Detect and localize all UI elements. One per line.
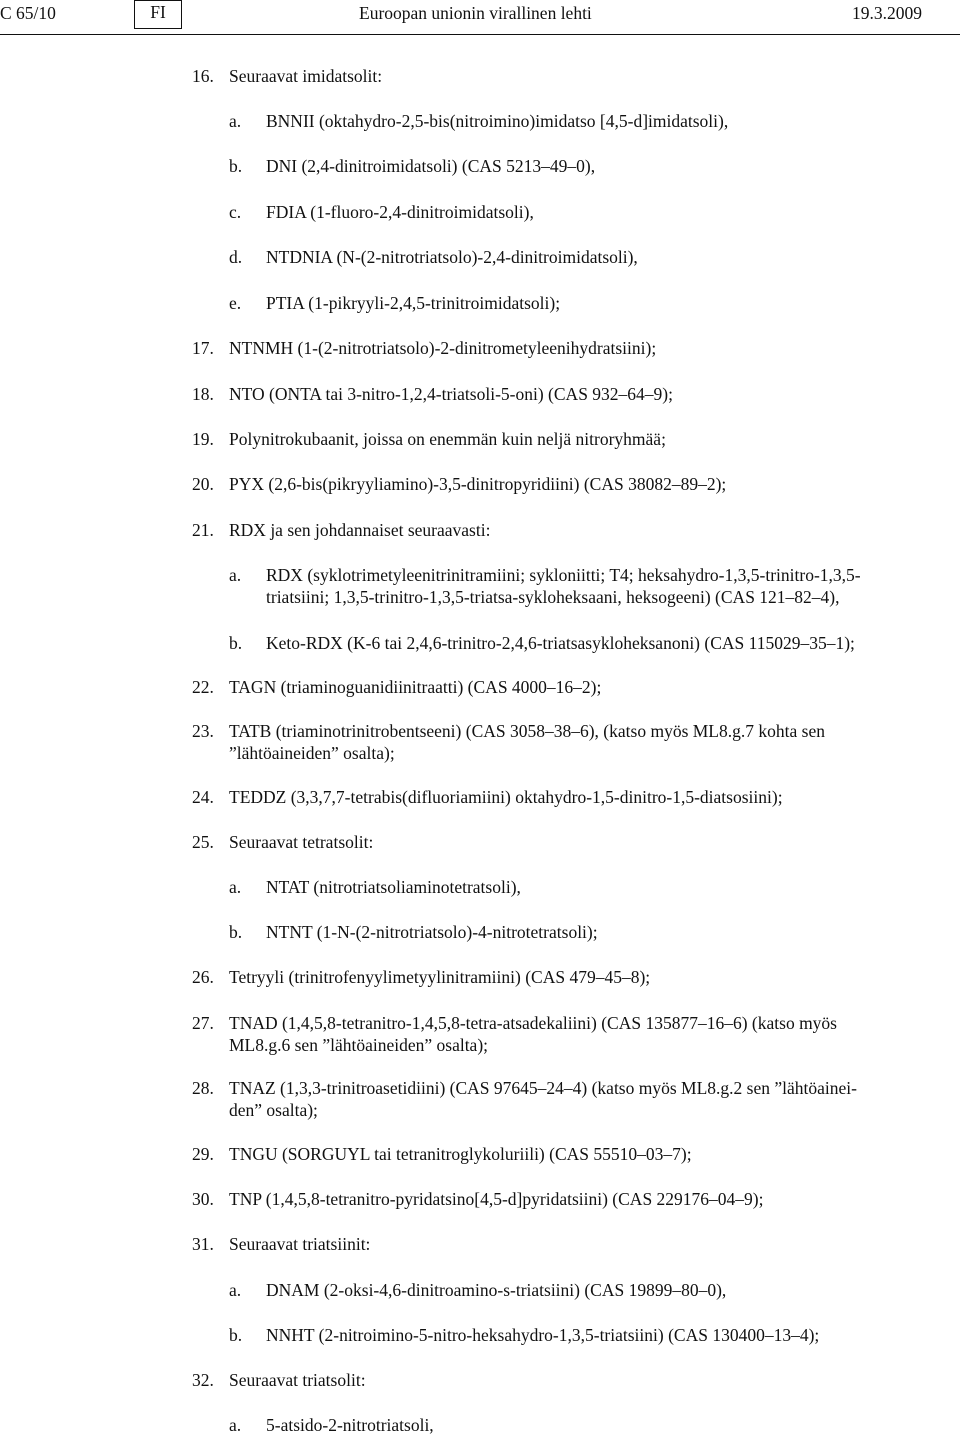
language-code: FI — [150, 2, 166, 22]
item-text-line1: TATB (triaminotrinitrobentseeni) (CAS 3058–38–6), (katso myös ML8.g.7 kohta sen — [229, 721, 825, 741]
item-text: NTO (ONTA tai 3-nitro-1,2,4-triatsoli-5-oni) (CAS 932–64–9); — [229, 384, 673, 404]
item-letter: b. — [229, 1325, 243, 1345]
item-letter: a. — [229, 111, 242, 131]
item-text: TAGN (triaminoguanidiinitraatti) (CAS 4000–16–2); — [229, 677, 602, 697]
item-number: 32. — [192, 1370, 214, 1390]
page-header — [0, 0, 960, 35]
item-letter: d. — [229, 247, 243, 267]
item-text: Seuraavat imidatsolit: — [229, 66, 383, 86]
journal-title: Euroopan unionin virallinen lehti — [359, 3, 592, 23]
item-number: 23. — [192, 721, 214, 741]
item-text: RDX ja sen johdannaiset seuraavasti: — [229, 520, 491, 540]
item-number: 19. — [192, 429, 214, 449]
item-text: NTNMH (1-(2-nitrotriatsolo)-2-dinitrometyleenihydratsiini); — [229, 338, 657, 358]
item-number: 18. — [192, 384, 214, 404]
item-number: 30. — [192, 1189, 214, 1209]
item-letter: b. — [229, 922, 243, 942]
item-letter: e. — [229, 293, 242, 313]
item-number: 26. — [192, 967, 214, 987]
item-text-line2: ”lähtöaineiden” osalta); — [229, 743, 395, 763]
item-letter: b. — [229, 156, 243, 176]
item-letter: c. — [229, 202, 242, 222]
item-text: NNHT (2-nitroimino-5-nitro-heksahydro-1,3,5-triatsiini) (CAS 130400–13–4); — [266, 1325, 820, 1345]
item-number: 20. — [192, 474, 214, 494]
item-text: Tetryyli (trinitrofenyylimetyylinitramiini) (CAS 479–45–8); — [229, 967, 651, 987]
item-text: NTDNIA (N-(2-nitrotriatsolo)-2,4-dinitroimidatsoli), — [266, 247, 638, 267]
item-text: Keto-RDX (K-6 tai 2,4,6-trinitro-2,4,6-triatsasykloheksanoni) (CAS 115029–35–1); — [266, 633, 855, 653]
item-text: FDIA (1-fluoro-2,4-dinitroimidatsoli), — [266, 202, 534, 222]
item-letter: a. — [229, 877, 242, 897]
item-number: 25. — [192, 832, 214, 852]
item-text: TEDDZ (3,3,7,7-tetrabis(difluoriamiini) oktahydro-1,5-dinitro-1,5-diatsosiini); — [229, 787, 783, 807]
item-text-line1: RDX (syklotrimetyleenitrinitramiini; sykloniitti; T4; heksahydro-1,3,5-trinitro-1,3,5- — [266, 565, 861, 585]
item-text-line1: TNAZ (1,3,3-trinitroasetidiini) (CAS 97645–24–4) (katso myös ML8.g.2 sen ”lähtöainei- — [229, 1078, 857, 1098]
item-number: 24. — [192, 787, 214, 807]
item-number: 27. — [192, 1013, 214, 1033]
item-text: PTIA (1-pikryyli-2,4,5-trinitroimidatsoli); — [266, 293, 561, 313]
item-letter: a. — [229, 565, 242, 585]
item-text: DNAM (2-oksi-4,6-dinitroamino-s-triatsiini) (CAS 19899–80–0), — [266, 1280, 727, 1300]
item-text-line2: den” osalta); — [229, 1100, 318, 1120]
language-box — [134, 0, 182, 29]
item-text: Polynitrokubaanit, joissa on enemmän kuin neljä nitroryhmää; — [229, 429, 666, 449]
item-text: TNP (1,4,5,8-tetranitro-pyridatsino[4,5-d]pyridatsiini) (CAS 229176–04–9); — [229, 1189, 764, 1209]
item-letter: b. — [229, 633, 243, 653]
item-number: 29. — [192, 1144, 214, 1164]
item-text: 5-atsido-2-nitrotriatsoli, — [266, 1415, 434, 1435]
item-text: NTNT (1-N-(2-nitrotriatsolo)-4-nitrotetratsoli); — [266, 922, 598, 942]
item-text: Seuraavat triatsolit: — [229, 1370, 366, 1390]
item-letter: a. — [229, 1415, 242, 1435]
item-text: BNNII (oktahydro-2,5-bis(nitroimino)imidatso [4,5-d]imidatsoli), — [266, 111, 729, 131]
item-number: 17. — [192, 338, 214, 358]
item-text: PYX (2,6-bis(pikryyliamino)-3,5-dinitropyridiini) (CAS 38082–89–2); — [229, 474, 727, 494]
item-number: 21. — [192, 520, 214, 540]
page-reference: C 65/10 — [0, 3, 56, 23]
item-number: 16. — [192, 66, 214, 86]
item-text: DNI (2,4-dinitroimidatsoli) (CAS 5213–49–0), — [266, 156, 596, 176]
item-text: NTAT (nitrotriatsoliaminotetratsoli), — [266, 877, 521, 897]
item-letter: a. — [229, 1280, 242, 1300]
item-number: 28. — [192, 1078, 214, 1098]
item-text: Seuraavat triatsiinit: — [229, 1234, 371, 1254]
item-text-line2: ML8.g.6 sen ”lähtöaineiden” osalta); — [229, 1035, 489, 1055]
item-text: TNGU (SORGUYL tai tetranitroglykoluriili) (CAS 55510–03–7); — [229, 1144, 692, 1164]
item-number: 22. — [192, 677, 214, 697]
item-text-line1: TNAD (1,4,5,8-tetranitro-1,4,5,8-tetra-atsadekaliini) (CAS 135877–16–6) (katso myös — [229, 1013, 837, 1033]
item-number: 31. — [192, 1234, 214, 1254]
item-text-line2: triatsiini; 1,3,5-trinitro-1,3,5-triatsa-sykloheksaani, heksogeeni) (CAS 121–82–4), — [266, 587, 840, 607]
publication-date: 19.3.2009 — [852, 3, 922, 23]
item-text: Seuraavat tetratsolit: — [229, 832, 374, 852]
